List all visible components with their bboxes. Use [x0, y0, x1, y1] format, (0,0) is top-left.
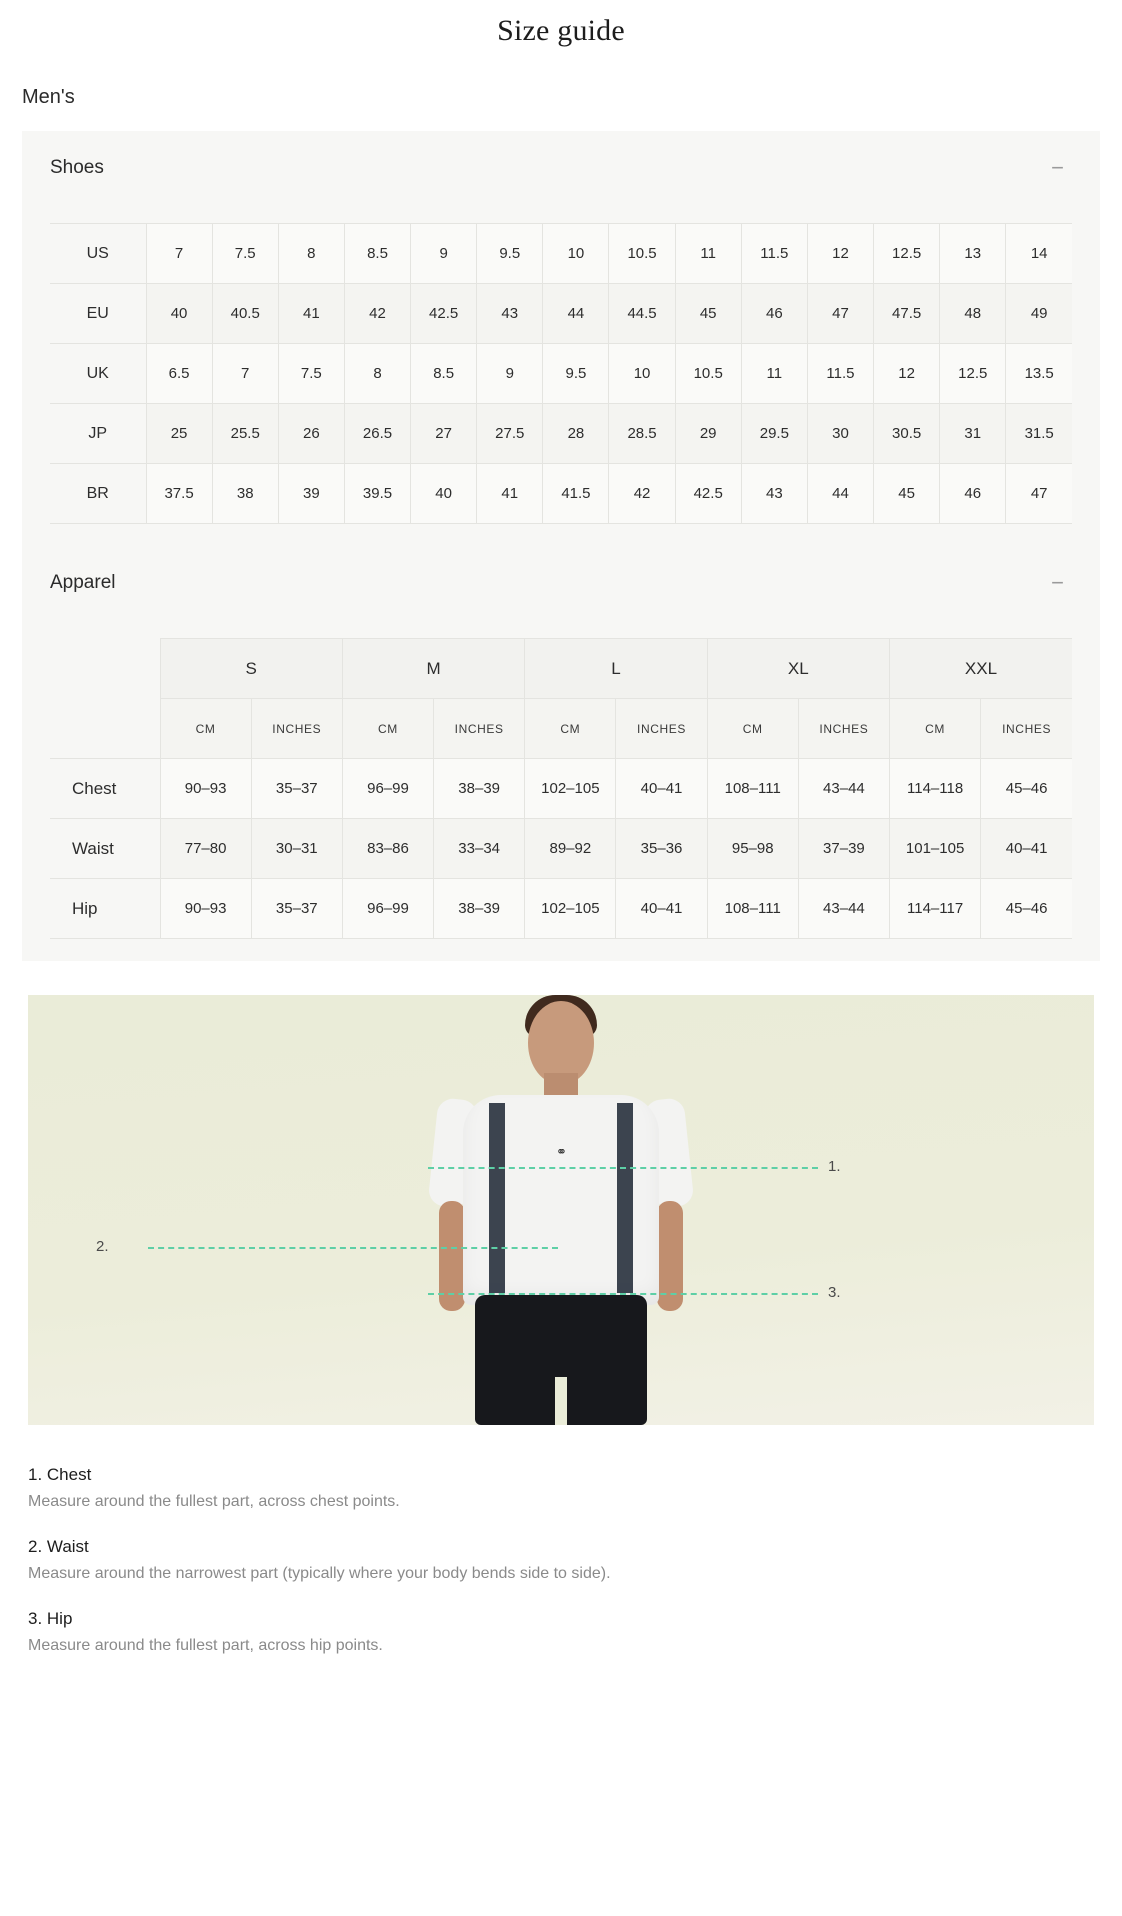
- apparel-size-header: L: [525, 639, 707, 699]
- shoes-size-cell: 47.5: [874, 284, 940, 344]
- shoes-size-cell: 10.5: [609, 224, 675, 284]
- shoes-size-cell: 42.5: [675, 464, 741, 524]
- shoes-size-cell: 47: [807, 284, 873, 344]
- table-row: [50, 344, 1072, 404]
- model-shorts: [475, 1295, 647, 1425]
- table-row: [50, 464, 1072, 524]
- note-title: 3. Hip: [28, 1609, 73, 1628]
- shoes-size-cell: 41: [278, 284, 344, 344]
- shoes-size-cell: 8.5: [411, 344, 477, 404]
- apparel-measure-cell: 38–39: [434, 879, 525, 939]
- apparel-measure-cell: 96–99: [342, 879, 433, 939]
- shoes-size-cell: 31.5: [1006, 404, 1072, 464]
- shoes-size-cell: 10.5: [675, 344, 741, 404]
- shoes-size-cell: 7.5: [278, 344, 344, 404]
- apparel-unit-header: CM: [160, 699, 251, 759]
- shoes-size-cell: 47: [1006, 464, 1072, 524]
- apparel-measure-cell: 38–39: [434, 759, 525, 819]
- apparel-measure-cell: 40–41: [616, 759, 707, 819]
- shoes-size-cell: 40: [411, 464, 477, 524]
- apparel-unit-header: INCHES: [981, 699, 1072, 759]
- shoes-size-cell: 42.5: [411, 284, 477, 344]
- apparel-unit-header: CM: [342, 699, 433, 759]
- apparel-panel: [22, 546, 1100, 961]
- shoes-size-table: [50, 223, 1072, 524]
- shoes-size-cell: 10: [609, 344, 675, 404]
- apparel-measure-cell: 40–41: [616, 879, 707, 939]
- shoes-size-cell: 45: [874, 464, 940, 524]
- shoes-size-cell: 41.5: [543, 464, 609, 524]
- apparel-measure-cell: 114–118: [890, 759, 981, 819]
- shoes-size-cell: 9.5: [543, 344, 609, 404]
- shoes-size-cell: 26.5: [344, 404, 410, 464]
- apparel-size-header-row: [50, 639, 1072, 699]
- shoes-row-label: BR: [50, 464, 146, 524]
- shoes-size-cell: 8.5: [344, 224, 410, 284]
- apparel-panel-header[interactable]: [22, 546, 1100, 604]
- shoes-size-cell: 12: [874, 344, 940, 404]
- shoes-size-cell: 13.5: [1006, 344, 1072, 404]
- hip-measure-line: [428, 1293, 818, 1295]
- shoes-size-cell: 29.5: [741, 404, 807, 464]
- apparel-measure-cell: 40–41: [981, 819, 1072, 879]
- shoes-size-cell: 26: [278, 404, 344, 464]
- shoes-size-cell: 29: [675, 404, 741, 464]
- apparel-measure-cell: 102–105: [525, 879, 616, 939]
- note-body: Measure around the fullest part, across chest points.: [28, 1493, 400, 1510]
- shoes-size-cell: 38: [212, 464, 278, 524]
- apparel-size-table: [50, 638, 1072, 939]
- apparel-row-label: Chest: [50, 759, 160, 819]
- apparel-measure-cell: 43–44: [798, 759, 889, 819]
- note-title: 2. Waist: [28, 1537, 89, 1556]
- waist-measure-label: 2.: [96, 1238, 109, 1255]
- note-body: Measure around the fullest part, across hip points.: [28, 1637, 383, 1654]
- apparel-measure-cell: 102–105: [525, 759, 616, 819]
- shoes-size-cell: 31: [940, 404, 1006, 464]
- apparel-measure-cell: 43–44: [798, 879, 889, 939]
- apparel-unit-header: CM: [525, 699, 616, 759]
- shoes-size-cell: 37.5: [146, 464, 212, 524]
- shoes-size-cell: 12.5: [940, 344, 1006, 404]
- shoes-size-cell: 12.5: [874, 224, 940, 284]
- table-row: [50, 819, 1072, 879]
- note-title: 1. Chest: [28, 1465, 92, 1484]
- chest-measure-line: [428, 1167, 818, 1169]
- shoes-size-cell: 44: [543, 284, 609, 344]
- apparel-measure-cell: 83–86: [342, 819, 433, 879]
- brand-logo-icon: ⚭: [556, 1144, 567, 1159]
- apparel-measure-cell: 45–46: [981, 879, 1072, 939]
- apparel-measure-cell: 95–98: [707, 819, 798, 879]
- apparel-unit-header: INCHES: [434, 699, 525, 759]
- shoes-size-cell: 48: [940, 284, 1006, 344]
- apparel-table-wrap: [22, 604, 1100, 961]
- apparel-panel-title: Apparel: [50, 572, 116, 593]
- shoes-size-cell: 8: [344, 344, 410, 404]
- shoes-size-cell: 43: [741, 464, 807, 524]
- shoes-size-cell: 43: [477, 284, 543, 344]
- shoes-row-label: UK: [50, 344, 146, 404]
- model-illustration: [446, 995, 676, 1425]
- shoes-panel-title: Shoes: [50, 157, 104, 178]
- apparel-measure-cell: 35–37: [251, 879, 342, 939]
- page-title: Size guide: [497, 14, 625, 47]
- shoes-size-cell: 27: [411, 404, 477, 464]
- apparel-measure-cell: 90–93: [160, 879, 251, 939]
- shoes-row-label: US: [50, 224, 146, 284]
- shoes-size-cell: 44: [807, 464, 873, 524]
- shoes-size-cell: 13: [940, 224, 1006, 284]
- shoes-row-label: EU: [50, 284, 146, 344]
- shoes-size-cell: 27.5: [477, 404, 543, 464]
- shoes-size-cell: 42: [609, 464, 675, 524]
- note-body: Measure around the narrowest part (typically where your body bends side to side).: [28, 1565, 611, 1582]
- shoes-size-cell: 7.5: [212, 224, 278, 284]
- shoes-size-cell: 30.5: [874, 404, 940, 464]
- apparel-row-label: Hip: [50, 879, 160, 939]
- shoes-size-cell: 25: [146, 404, 212, 464]
- collapse-minus-icon[interactable]: −: [1051, 570, 1064, 595]
- apparel-measure-cell: 101–105: [890, 819, 981, 879]
- shoes-size-cell: 10: [543, 224, 609, 284]
- shoes-size-cell: 14: [1006, 224, 1072, 284]
- apparel-measure-cell: 90–93: [160, 759, 251, 819]
- table-corner: [50, 639, 160, 699]
- apparel-unit-header-row: [50, 699, 1072, 759]
- apparel-unit-header: INCHES: [616, 699, 707, 759]
- apparel-unit-header: INCHES: [251, 699, 342, 759]
- shoes-table-wrap: [22, 189, 1100, 546]
- apparel-size-header: XXL: [890, 639, 1073, 699]
- model-legs-gap: [555, 1377, 567, 1425]
- apparel-measure-cell: 45–46: [981, 759, 1072, 819]
- shoes-size-cell: 12: [807, 224, 873, 284]
- shoes-size-cell: 9: [477, 344, 543, 404]
- shoes-size-cell: 9.5: [477, 224, 543, 284]
- shoes-size-cell: 46: [741, 284, 807, 344]
- shoes-size-cell: 46: [940, 464, 1006, 524]
- shoes-size-cell: 7: [212, 344, 278, 404]
- measurement-instructions: [0, 1425, 1122, 1721]
- shoes-size-cell: 6.5: [146, 344, 212, 404]
- apparel-measure-cell: 114–117: [890, 879, 981, 939]
- shoes-panel-header[interactable]: [22, 131, 1100, 189]
- apparel-measure-cell: 108–111: [707, 879, 798, 939]
- table-row: [50, 759, 1072, 819]
- shoes-size-cell: 40.5: [212, 284, 278, 344]
- apparel-measure-cell: 108–111: [707, 759, 798, 819]
- shoes-size-cell: 8: [278, 224, 344, 284]
- chest-measure-label: 1.: [828, 1158, 841, 1175]
- shoes-size-cell: 44.5: [609, 284, 675, 344]
- shoes-size-cell: 42: [344, 284, 410, 344]
- apparel-unit-header: CM: [890, 699, 981, 759]
- apparel-size-header: M: [342, 639, 524, 699]
- hip-measure-label: 3.: [828, 1284, 841, 1301]
- shoes-size-cell: 49: [1006, 284, 1072, 344]
- shoes-size-cell: 11: [675, 224, 741, 284]
- shoes-size-cell: 30: [807, 404, 873, 464]
- apparel-measure-cell: 89–92: [525, 819, 616, 879]
- shoes-row-label: JP: [50, 404, 146, 464]
- apparel-unit-header: INCHES: [798, 699, 889, 759]
- shoes-size-cell: 39.5: [344, 464, 410, 524]
- shoes-size-cell: 11.5: [807, 344, 873, 404]
- apparel-measure-cell: 33–34: [434, 819, 525, 879]
- shoes-size-cell: 11.5: [741, 224, 807, 284]
- apparel-size-header: S: [160, 639, 342, 699]
- model-shirt: [463, 1095, 659, 1305]
- apparel-measure-cell: 35–37: [251, 759, 342, 819]
- apparel-measure-cell: 77–80: [160, 819, 251, 879]
- shoes-size-cell: 41: [477, 464, 543, 524]
- collapse-minus-icon[interactable]: −: [1051, 155, 1064, 180]
- shoes-size-cell: 40: [146, 284, 212, 344]
- apparel-measure-cell: 96–99: [342, 759, 433, 819]
- shoes-size-cell: 9: [411, 224, 477, 284]
- shoes-size-cell: 25.5: [212, 404, 278, 464]
- table-row: [50, 404, 1072, 464]
- gender-section-label: Men's: [22, 86, 75, 108]
- shoes-size-cell: 28.5: [609, 404, 675, 464]
- shoes-size-cell: 11: [741, 344, 807, 404]
- apparel-unit-header: CM: [707, 699, 798, 759]
- apparel-measure-cell: 37–39: [798, 819, 889, 879]
- shoes-size-cell: 39: [278, 464, 344, 524]
- table-row: [50, 879, 1072, 939]
- apparel-size-header: XL: [707, 639, 889, 699]
- shoes-size-cell: 45: [675, 284, 741, 344]
- table-row: [50, 284, 1072, 344]
- measurement-diagram-image: [28, 995, 1094, 1425]
- table-row: [50, 224, 1072, 284]
- shoes-size-cell: 28: [543, 404, 609, 464]
- apparel-measure-cell: 30–31: [251, 819, 342, 879]
- table-corner: [50, 699, 160, 759]
- apparel-measure-cell: 35–36: [616, 819, 707, 879]
- shoes-size-cell: 7: [146, 224, 212, 284]
- apparel-row-label: Waist: [50, 819, 160, 879]
- waist-measure-line: [148, 1247, 558, 1249]
- shoes-panel: [22, 131, 1100, 546]
